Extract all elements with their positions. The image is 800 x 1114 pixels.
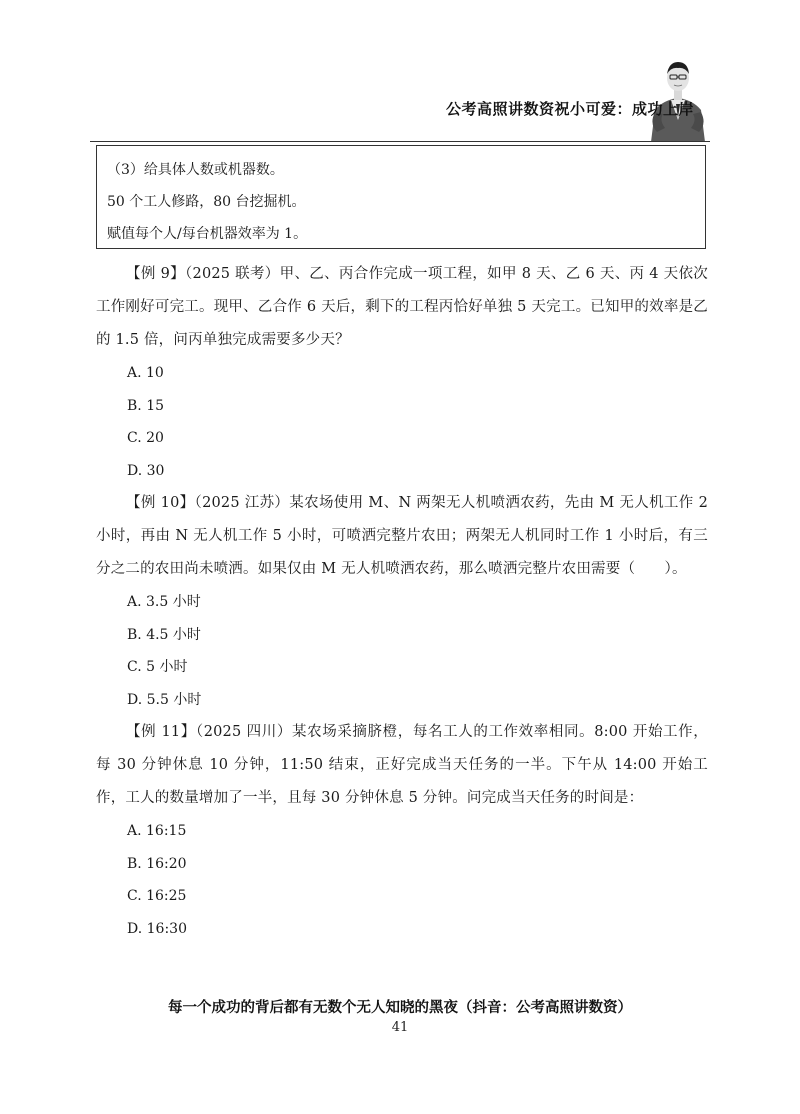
header-divider bbox=[90, 141, 710, 142]
option-c: C. 5 小时 bbox=[127, 659, 188, 675]
questions-section bbox=[96, 258, 708, 945]
note-line: 赋值每个人/每台机器效率为 1。 bbox=[107, 226, 308, 242]
option-b: B. 15 bbox=[127, 397, 165, 414]
option-c: C. 16:25 bbox=[127, 888, 187, 904]
question-text: 【例 11】（2025 四川）某农场采摘脐橙，每名工人的工作效率相同。8:00 开始工作，每 30 分钟休息 10 分钟，11:50 结束，正好完成当天任务的一半。下午从 14:00 开始工作，工人的数量增加了一半，且每 30 分钟休息 5 分钟。问完成当天任务的时间是： bbox=[96, 724, 708, 806]
note-line: （3）给具体人数或机器数。 bbox=[107, 162, 284, 178]
question-example-10 bbox=[96, 487, 708, 716]
question-example-9 bbox=[96, 258, 708, 487]
option-c: C. 20 bbox=[127, 430, 164, 446]
option-b: B. 4.5 小时 bbox=[127, 626, 201, 643]
option-d: D. 30 bbox=[127, 462, 165, 479]
question-example-11 bbox=[96, 716, 708, 945]
option-a: A. 3.5 小时 bbox=[127, 594, 201, 610]
note-box bbox=[96, 145, 706, 249]
page-header bbox=[0, 0, 800, 150]
header-title: 公考高照讲数资祝小可爱：成功上岸 bbox=[445, 100, 694, 118]
option-a: A. 16:15 bbox=[127, 823, 187, 839]
option-b: B. 16:20 bbox=[127, 855, 187, 872]
option-a: A. 10 bbox=[127, 365, 164, 381]
note-line: 50 个工人修路，80 台挖掘机。 bbox=[107, 194, 306, 210]
question-text: 【例 10】（2025 江苏）某农场使用 M、N 两架无人机喷洒农药，先由 M 无人机工作 2 小时，再由 N 无人机工作 5 小时，可喷洒完整片农田；两架无人机同时工作 1 小时后，有三分之二的农田尚未喷洒。如果仅由 M 无人机喷洒农药，那么喷洒完整片农田需要（ ）。 bbox=[96, 495, 708, 577]
option-d: D. 16:30 bbox=[127, 920, 187, 937]
page-number: 41 bbox=[391, 1020, 409, 1035]
question-text: 【例 9】（2025 联考）甲、乙、丙合作完成一项工程，如甲 8 天、乙 6 天、丙 4 天依次工作刚好可完工。现甲、乙合作 6 天后，剩下的工程丙恰好单独 5 天完工。已知甲的效率是乙的 1.5 倍，问丙单独完成需要多少天？ bbox=[96, 266, 708, 348]
option-d: D. 5.5 小时 bbox=[127, 691, 202, 708]
footer-motto: 每一个成功的背后都有无数个无人知晓的黑夜（抖音：公考高照讲数资） bbox=[168, 1000, 632, 1016]
